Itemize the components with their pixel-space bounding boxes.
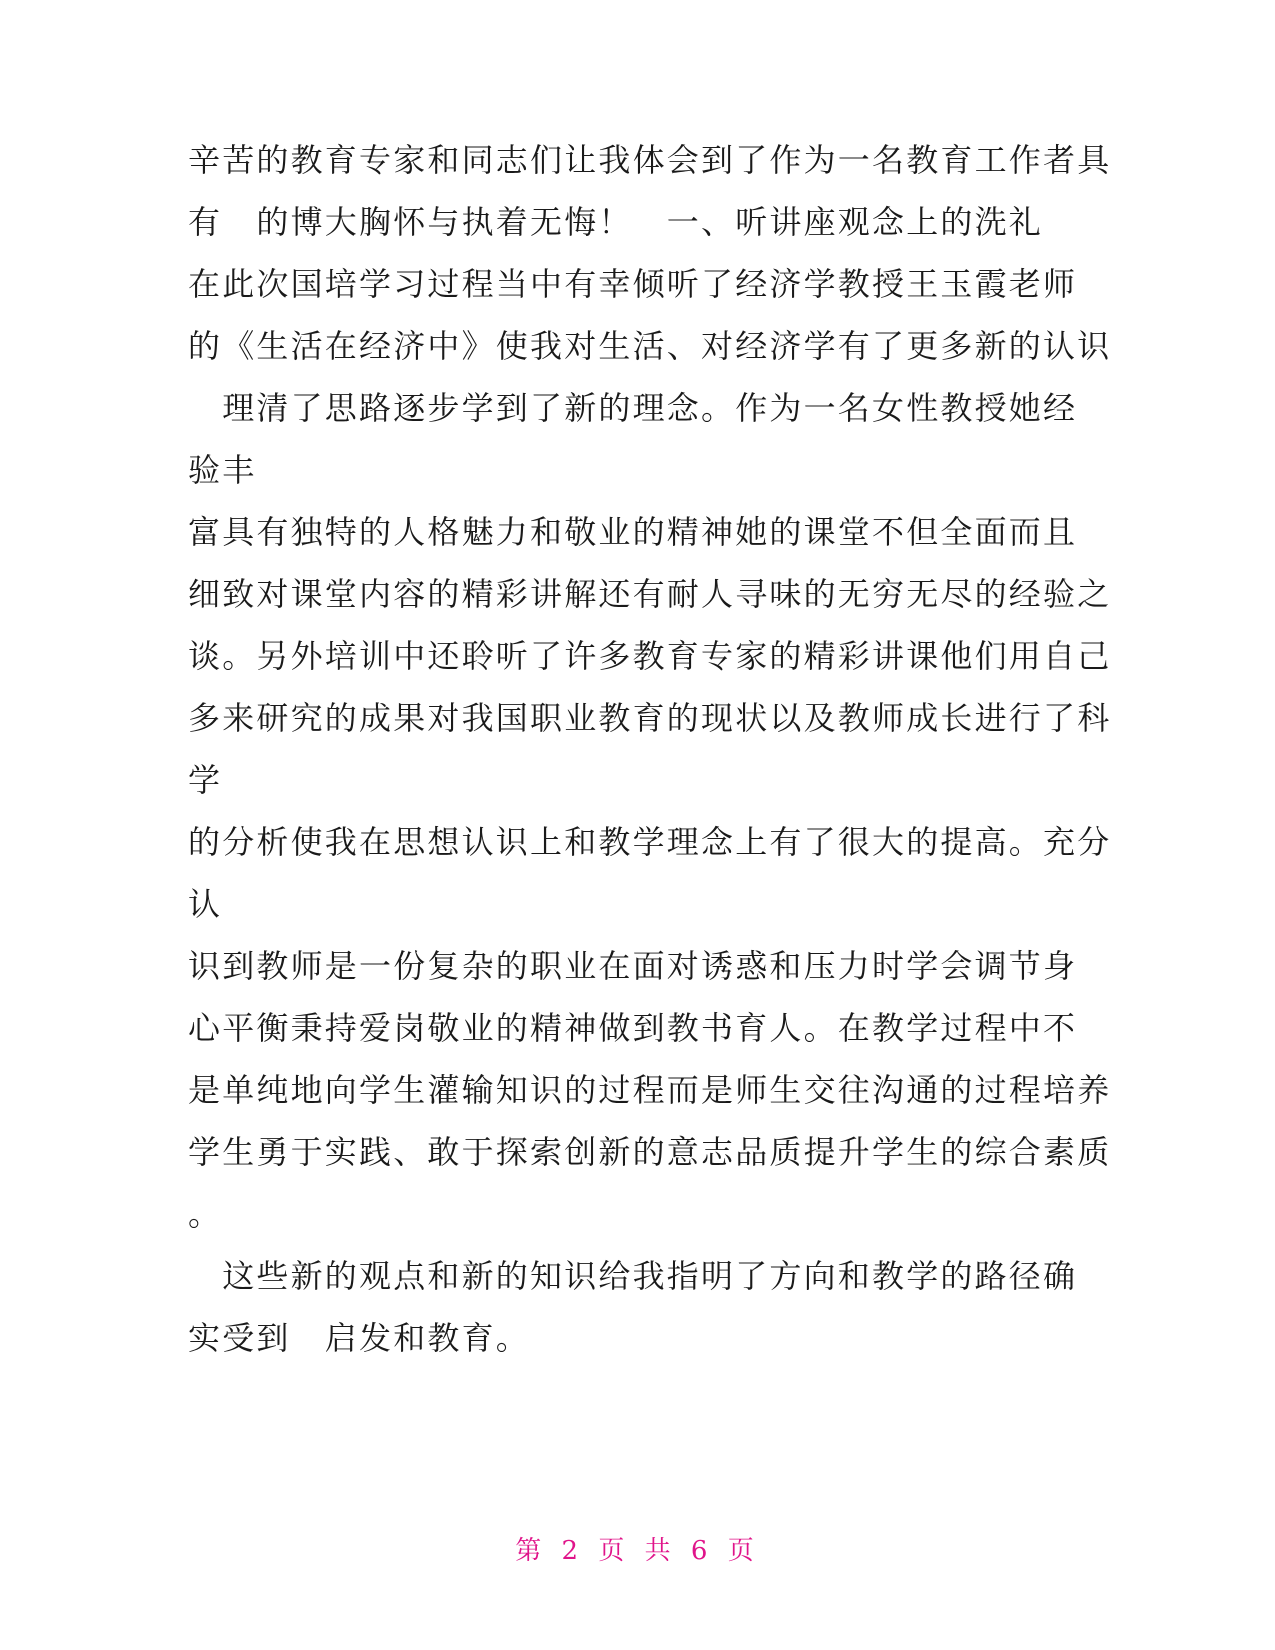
text-line: 理清了思路逐步学到了新的理念。作为一名女性教授她经 (188, 389, 1078, 427)
text-line: 验丰 (188, 451, 257, 489)
text-line: 学生勇于实践、敢于探索创新的意志品质提升学生的综合素质 (188, 1133, 1112, 1171)
text-line: 谈。另外培训中还聆听了许多教育专家的精彩讲课他们用自己 (188, 637, 1112, 675)
text-line: 富具有独特的人格魅力和敬业的精神她的课堂不但全面而且 (188, 513, 1078, 551)
text-line: 辛苦的教育专家和同志们让我体会到了作为一名教育工作者具 (188, 141, 1112, 179)
text-line: 有 的博大胸怀与执着无悔！ 一、听讲座观念上的洗礼 (188, 203, 1044, 241)
text-line: 识到教师是一份复杂的职业在面对诱惑和压力时学会调节身 (188, 947, 1078, 985)
text-line: 这些新的观点和新的知识给我指明了方向和教学的路径确 (188, 1257, 1078, 1295)
text-line: 认 (188, 885, 223, 923)
text-line: 。 (188, 1195, 223, 1233)
page-number-footer: 第 2 页 共 6 页 (515, 1536, 760, 1566)
text-line: 细致对课堂内容的精彩讲解还有耐人寻味的无穷无尽的经验之 (188, 575, 1112, 613)
text-line: 是单纯地向学生灌输知识的过程而是师生交往沟通的过程培养 (188, 1071, 1112, 1109)
text-line: 实受到 启发和教育。 (188, 1319, 531, 1357)
text-line: 的分析使我在思想认识上和教学理念上有了很大的提高。充分 (188, 823, 1112, 861)
text-line: 学 (188, 761, 223, 799)
text-line: 多来研究的成果对我国职业教育的现状以及教师成长进行了科 (188, 699, 1112, 737)
text-line: 的《生活在经济中》使我对生活、对经济学有了更多新的认识 (188, 327, 1112, 365)
text-line: 心平衡秉持爱岗敬业的精神做到教书育人。在教学过程中不 (188, 1009, 1078, 1047)
text-line: 在此次国培学习过程当中有幸倾听了经济学教授王玉霞老师 (188, 265, 1078, 303)
